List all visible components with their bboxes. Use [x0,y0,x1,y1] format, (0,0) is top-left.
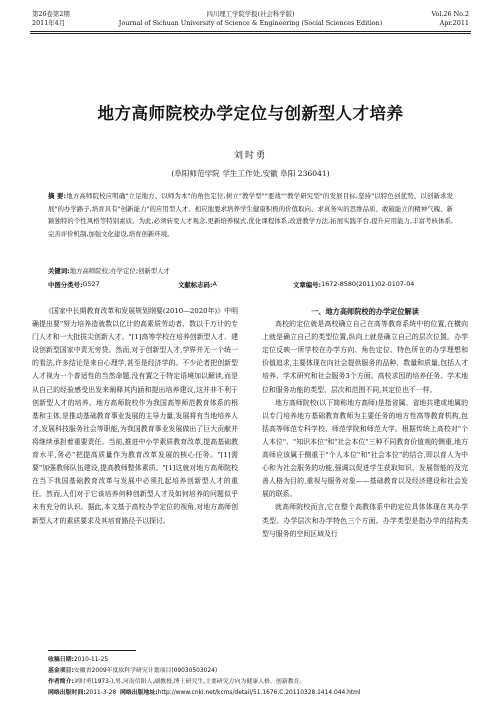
clc-label: 中图分类号: [48,281,83,289]
bio-note [48,677,468,688]
online-note [48,688,468,699]
date-cn: 2011年4月 [32,19,66,27]
abstract [48,190,453,240]
article-no-block [293,280,415,289]
bio-text: 刘时勇(1973-),男,河南信阳人,副教授,博士研究生,主要研究方向为健康人格、创新教育。 [73,679,306,685]
article-title: 地方高师院校办学定位与创新型人才培养 [97,104,404,123]
body-right-column [262,305,468,541]
received-label: 收稿日期: [48,657,74,663]
header-rule [30,31,471,32]
section-heading: 一、地方高师院校的办学定位解读 [311,307,419,316]
online-url[interactable]: http://www.cnki.net/kcms/detail/51.1676.C.20110328.1414.044.html [157,690,361,696]
received-date: 2010-11-25 [73,657,109,663]
body-paragraph: 就高师院校而言,它在整个高教体系中的定位具体体现在其办学类型、办学层次和办学特色三个方面。办学类型是指办学的结构类型与服务的空间区域及行 [262,503,468,538]
journal-cn: 四川理工学院学报(社会科学版) [206,10,295,18]
fund-text: 安徽省2009年度软科学研究计划项目(09030503024) [73,668,218,674]
doc-code-value: A [212,280,217,288]
body-paragraph: 地方高师院校(以下简称地方高师)是指省属、省地共建或地属的以专门培养地方基础教育教师为主要任务的地方性高等教育机构,包括高等师范专科学校、师范学院和师范大学。根据传统上高校对"个人本位"、"知识本位"和"社会本位"三种不同教育价值观的侧重,地方高师应该属于侧重于"个人本位"和"社会本位"的结合,即以育人为中心和为社会服务的功能,强调以促进学生获取知识、发展智能的及完善人格为目的,重视与服务对象——基础教育以及经济建设和社会发展的联系。 [262,398,468,499]
footnote-rule [48,650,136,651]
doc-code-block [178,280,217,289]
header-center [0,10,501,28]
date-en: Apr.2011 [439,19,469,27]
keywords: 地方高师院校;办学定位;创新型人才 [69,267,170,275]
online-label: 网络出版时间: [48,690,86,696]
body-left-column [32,305,238,528]
abstract-text: 地方高师院校应明确"立足地方、以师为本"的角色定位,树立"教学型""要战""教学研究型"的发展目标,坚持"以特色创优势、以创新求发展"的办学路子,培育具有"创新能力"的应用型人才。相应地要求培养学生健康积极的价值取向、求真务实的思维品质、敢破能立的精神气魄、新颖独特的个性风格等特别素质。为此,必须转变人才观念,更新培养模式,优化课程体系,改进教学方法,拓展实践平台,提升应用能力,丰富考核体系,完善评价机制,加强文化建设,培育创新环境。 [48,192,454,238]
bio-label: 作者简介: [48,679,74,685]
fund-note [48,666,468,677]
article-no-value: 1672-8580(2011)02-0107-04 [321,280,415,288]
header-right [431,10,469,28]
clc-block [48,280,100,289]
url-label: 网络出版地址: [119,690,158,696]
footnotes [48,655,468,699]
fund-label: 基金项目: [48,668,74,674]
affiliation: (阜阳师范学院 学生工作处,安徽 阜阳 236041) [171,169,330,178]
running-header [0,8,501,32]
vol-en: Vol.26 No.2 [431,10,469,18]
clc-value: G527 [82,280,100,288]
doc-code-label: 文献标志码: [178,281,213,289]
received-note [48,655,468,666]
body-paragraph: 高校的定位就是高校确立自己在高等教育系统中的位置,在横向上就是确立自己的类型位置,纵向上就是确立自己的层次位置。办学定位反映一所学校在办学方向、角色定位、特色所在的办学理想和价值追求,主要体现在向社会提供服务的品种、数量和质量,包括人才培养、学术研究和社会服务3个方面。高校求因的培养任务、学术地位和服务功能的类型、层次和范围不同,其定位也不一样。 [262,320,468,394]
abstract-label: 摘 要: [48,192,67,200]
issue-cn: 第26卷第2期 [32,10,70,18]
keywords-line [48,266,453,275]
header-rule-2 [30,33,471,34]
body-paragraph: 《国家中长期教育改革和发展规划纲要(2010—2020年)》中明确提出要"努力培养造就数以亿计的高素质劳动者、数以千万计的专门人才和一大批拔尖创新人才。"[1]高等学校在培养创新型人才、建设创新型国家中责无旁贷。然而,对于创新型人才,学界并无一个统一的看法,许多结论是来自心理学,甚至是经济学的。不少论者把创新型人才视为一个普适性的当然命题,没有置之于特定语境加以解读,而是从自己的经验感受出发来阐释其内涵和提出培养建议,这并非不利于创新型人才的培养。地方高师院校作为我国高等师范教育体系的根基和主体,是推动基础教育事业发展的主导力量,发展将有当地培养人才,发展科技服务社会等职能,为我国教育事业发展做出了巨大贡献并将继续承担着重要责任。当前,推进中小学素质教育改革,提高基础教育水平,务必"把提高质量作为教育改革发展的核心任务。"[1]需要"加强教师队伍建设,提高教师整体素质。"[1]这就对地方高师院校在当下我国基础教育改革与发展中必须扎起培养创新型人才的重任。然而,人们对于它该培养何种创新型人才及如何培养的问题似乎未有充分的认识。据此,本文基于高校办学定位的视角,对地方高师创新型人才的素质要求及其培育路径予以探讨。 [32,307,238,525]
journal-en: Journal of Sichuan University of Science & Engineering (Social Sciences Edition) [118,19,383,27]
article-no-label: 文章编号: [293,281,322,289]
keywords-label: 关键词: [48,267,70,275]
online-time: 2011-3-28 [85,690,117,696]
author: 刘时勇 [233,151,267,161]
